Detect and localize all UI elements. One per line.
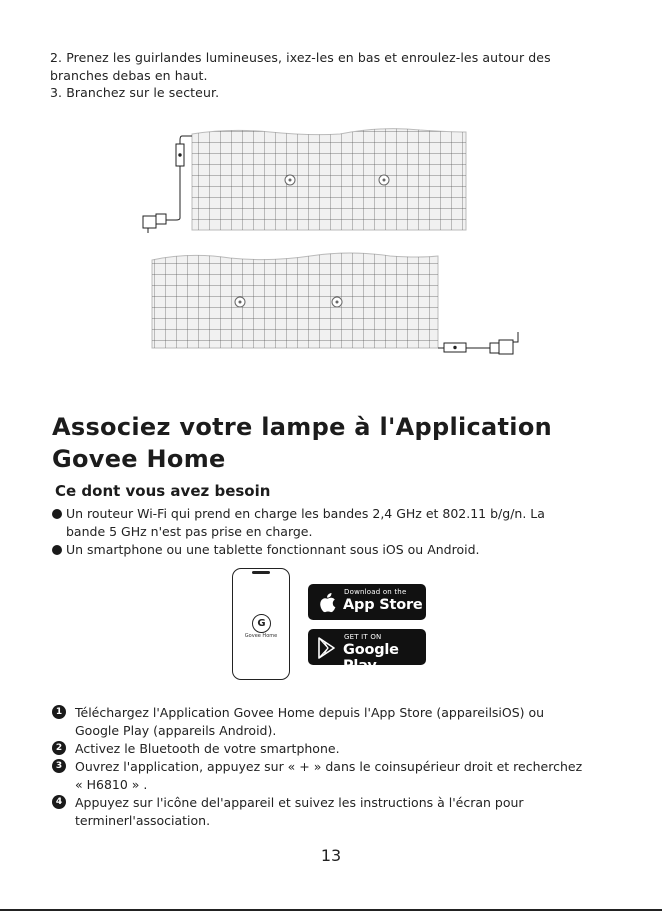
bottom-wiring: [438, 332, 518, 354]
govee-app-icon: G: [252, 614, 271, 633]
step-number-4-icon: 4: [52, 795, 66, 809]
bottom-divider: [0, 909, 662, 911]
light-net-illustration: [0, 120, 662, 380]
step-number-2-icon: 2: [52, 741, 66, 755]
google-play-badge[interactable]: GET IT ON Google Play: [308, 629, 426, 665]
section-heading-line2: Govee Home: [52, 445, 226, 473]
phone-notch: [252, 571, 270, 574]
step3-text: 3. Branchez sur le secteur.: [50, 85, 220, 100]
apple-icon: [318, 591, 338, 613]
step2-line2: branches debas en haut.: [50, 68, 208, 83]
bullet-icon: [52, 545, 62, 555]
phone-app-label: Govee Home: [244, 633, 278, 639]
step2-line1: 2. Prenez les guirlandes lumineuses, ixez-les en bas et enroulez-les autour des: [50, 50, 551, 65]
top-panel: [192, 128, 466, 230]
requirements-title: Ce dont vous avez besoin: [55, 482, 271, 500]
bullet-icon: [52, 509, 62, 519]
top-wiring: [143, 136, 192, 233]
bottom-panel: [152, 250, 438, 348]
app-store-badge[interactable]: Download on the App Store: [308, 584, 426, 620]
section-heading-line1: Associez votre lampe à l'Application: [52, 413, 553, 441]
step-number-3-icon: 3: [52, 759, 66, 773]
phone-illustration: [232, 568, 290, 680]
page-number: 13: [320, 846, 342, 865]
step-number-1-icon: 1: [52, 705, 66, 719]
google-play-icon: [317, 637, 337, 659]
